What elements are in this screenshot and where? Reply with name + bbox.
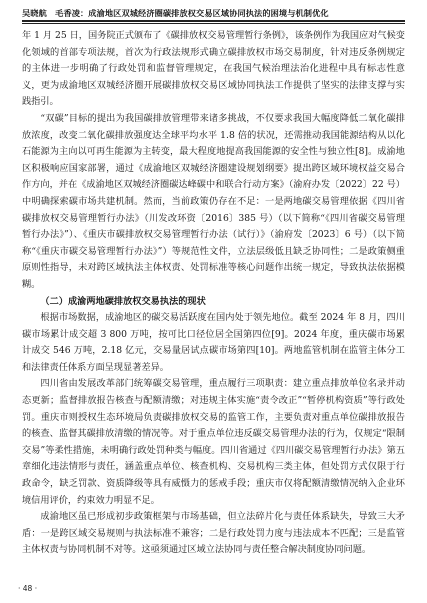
header-rule-thick: [22, 20, 405, 22]
header-rule-thin: [22, 23, 405, 24]
section-heading: （二）成渝两地碳排放权交易执法的现状: [40, 295, 206, 307]
paragraph: 根据市场数据，成渝地区的碳交易活跃度在国内处于领先地位。截至 2024 年 8 月，四川碳市场累计成交超 3 800 万吨，按可比口径位居全国第四位[9]。2024 年度，重庆碳市场累计成交 546 万吨，2.18 亿元，交易量居试点碳市场第四[10]。两地监管机制在监管主体分工和法律责任体系方面呈现显著差异。: [22, 312, 405, 373]
paragraph: 成渝地区虽已形成初步政策框架与市场基础，但立法碎片化与责任体系缺失，导致三大矛盾：一是跨区域交易规则与执法标准不兼容；二是行政处罚力度与违法成本不匹配；三是监管主体权责与协同机制不对等。这亟须通过区域立法协同与责任整合解决制度协同问题。: [22, 511, 405, 556]
paragraph: “双碳”目标的提出为我国碳排放管理带来诸多挑战，不仅要求我国大幅度降低二氧化碳排放浓度，改变二氧化碳排放强度达全球平均水平 1.8 倍的状况，还需推动我国能源结构从以化石能源为主向以可再生能源为主转变，最大程度地提高我国能源的安全性与独立性[8]。成渝地区积极响应国家部署，通过《成渝地区双城经济圈建设规划纲要》提出跨区域环境权益交易合作方向，并在《成渝地区双城经济圈碳达峰碳中和联合行动方案》（渝府办发〔2022〕22 号）中明确探索碳市场共建机制。然而，当前政策仍存在不足：一是两地碳交易管理依据《四川省碳排放权交易管理暂行办法》（川发改环资〔2016〕385 号）（以下简称“《四川省碳交易管理暂行办法》”）、《重庆市碳排放权交易管理暂行办法（试行）》（渝府发〔2023〕6 号）（以下简称“《重庆市碳交易管理暂行办法》”）等规范性文件，立法层级低且缺乏协同性；二是政策侧重原则性指导，未对跨区域执法主体权责、处罚标准等核心问题作出统一规定，导致执法依据模糊。: [22, 112, 405, 290]
paragraph: 四川省由发展改革部门统筹碳交易管理，重点履行三项职责：建立重点排放单位名录并动态更新；监督排放报告核查与配额清缴；对违规主体实施“责令改正”“暂停机构资质”等行政处罚。重庆市则授权生态环境局负责碳排放权交易的监管工作，主要负责对重点单位碳排放报告的核查、监督其碳排放清缴的情况等。对于重点单位违反碳交易管理办法的行为，仅规定“限制交易”等柔性措施，未明确行政处罚种类与幅度。四川省通过《四川碳交易管理暂行办法》第五章细化违法情形与责任，涵盖重点单位、核查机构、交易机构三类主体，但处罚方式仅限于行政命令，缺乏罚款、资质降级等具有威慑力的惩戒手段；重庆市仅将配额清缴情况纳入企业环境信用评价，约束效力明显不足。: [22, 378, 405, 506]
page-number: · 48 ·: [18, 584, 38, 593]
body-text: [22, 28, 405, 559]
paragraph: 年 1 月 25 日，国务院正式颁布了《碳排放权交易管理暂行条例》，该条例作为我国应对气候变化领域的首部专项法规，首次为行政法规形式确立碳排放权市场交易制度，针对违反条例规定的主体进一步明确了行政处罚和监督管理规定，在我国气候治理法治化进程中具有标志性意义，更为成渝地区双城经济圈开展碳排放权交易区域协同执法工作提供了坚实的法律支撑与实践指引。: [22, 30, 405, 108]
running-header: 吴晓航 毛香凌：成渝地区双城经济圈碳排放权交易区域协同执法的困境与机制优化: [22, 8, 329, 18]
